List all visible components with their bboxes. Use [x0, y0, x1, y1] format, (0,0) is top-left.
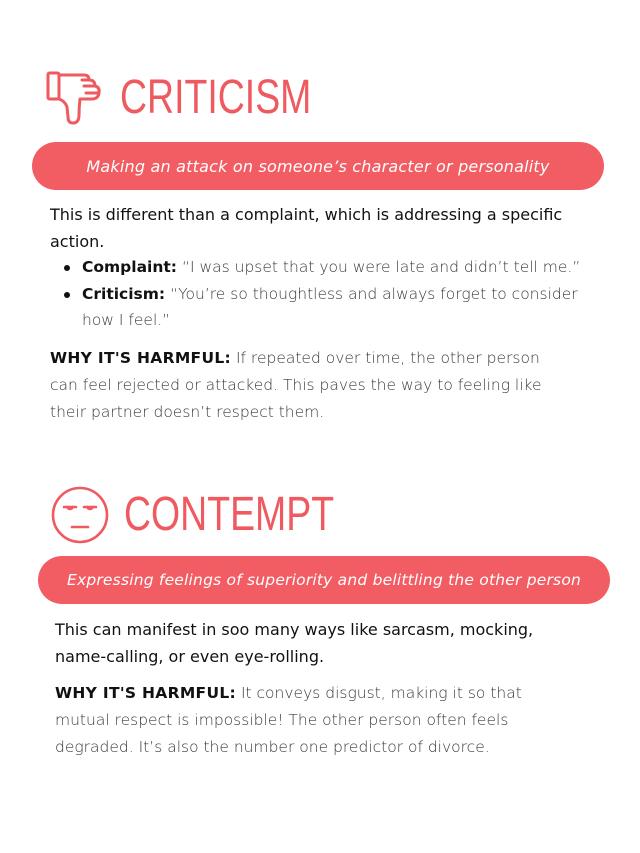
bullet-quote: “You’re so thoughtless and always forget to consider how I feel.”	[82, 285, 578, 329]
contempt-heading	[50, 484, 393, 546]
bullet-term: Criticism:	[82, 285, 166, 303]
criticism-title: CRITICISM	[120, 71, 312, 124]
contempt-harm-paragraph	[55, 680, 555, 761]
bullet-quote: “I was upset that you were late and didn’t tell me.”	[181, 258, 581, 276]
criticism-harm-label: WHY IT'S HARMFUL:	[50, 349, 232, 367]
bullet-term: Complaint:	[82, 258, 177, 276]
contempt-harm-text: It conveys disgust, making it so that mutual respect is impossible! The other person often feels degraded. It’s also the number one predictor of divorce.	[55, 684, 522, 756]
contempt-lead-text: This can manifest in soo many ways like sarcasm, mocking, name-calling, or even eye-rolling.	[55, 620, 534, 666]
criticism-harm-text: If repeated over time, the other person can feel rejected or attacked. This paves the way to feeling like their partner doesn’t respect them.	[50, 349, 542, 421]
criticism-lead-text: This is different than a complaint, which is addressing a specific action.	[50, 205, 563, 251]
criticism-definition-text: Making an attack on someone’s character or personality	[86, 156, 550, 176]
contempt-definition-pill	[38, 556, 610, 604]
contempt-definition-text: Expressing feelings of superiority and belittling the other person	[66, 571, 582, 589]
contempt-harm-label: WHY IT'S HARMFUL:	[55, 684, 237, 702]
contempt-title: CONTEMPT	[124, 488, 335, 541]
unamused-face-icon	[50, 485, 110, 545]
